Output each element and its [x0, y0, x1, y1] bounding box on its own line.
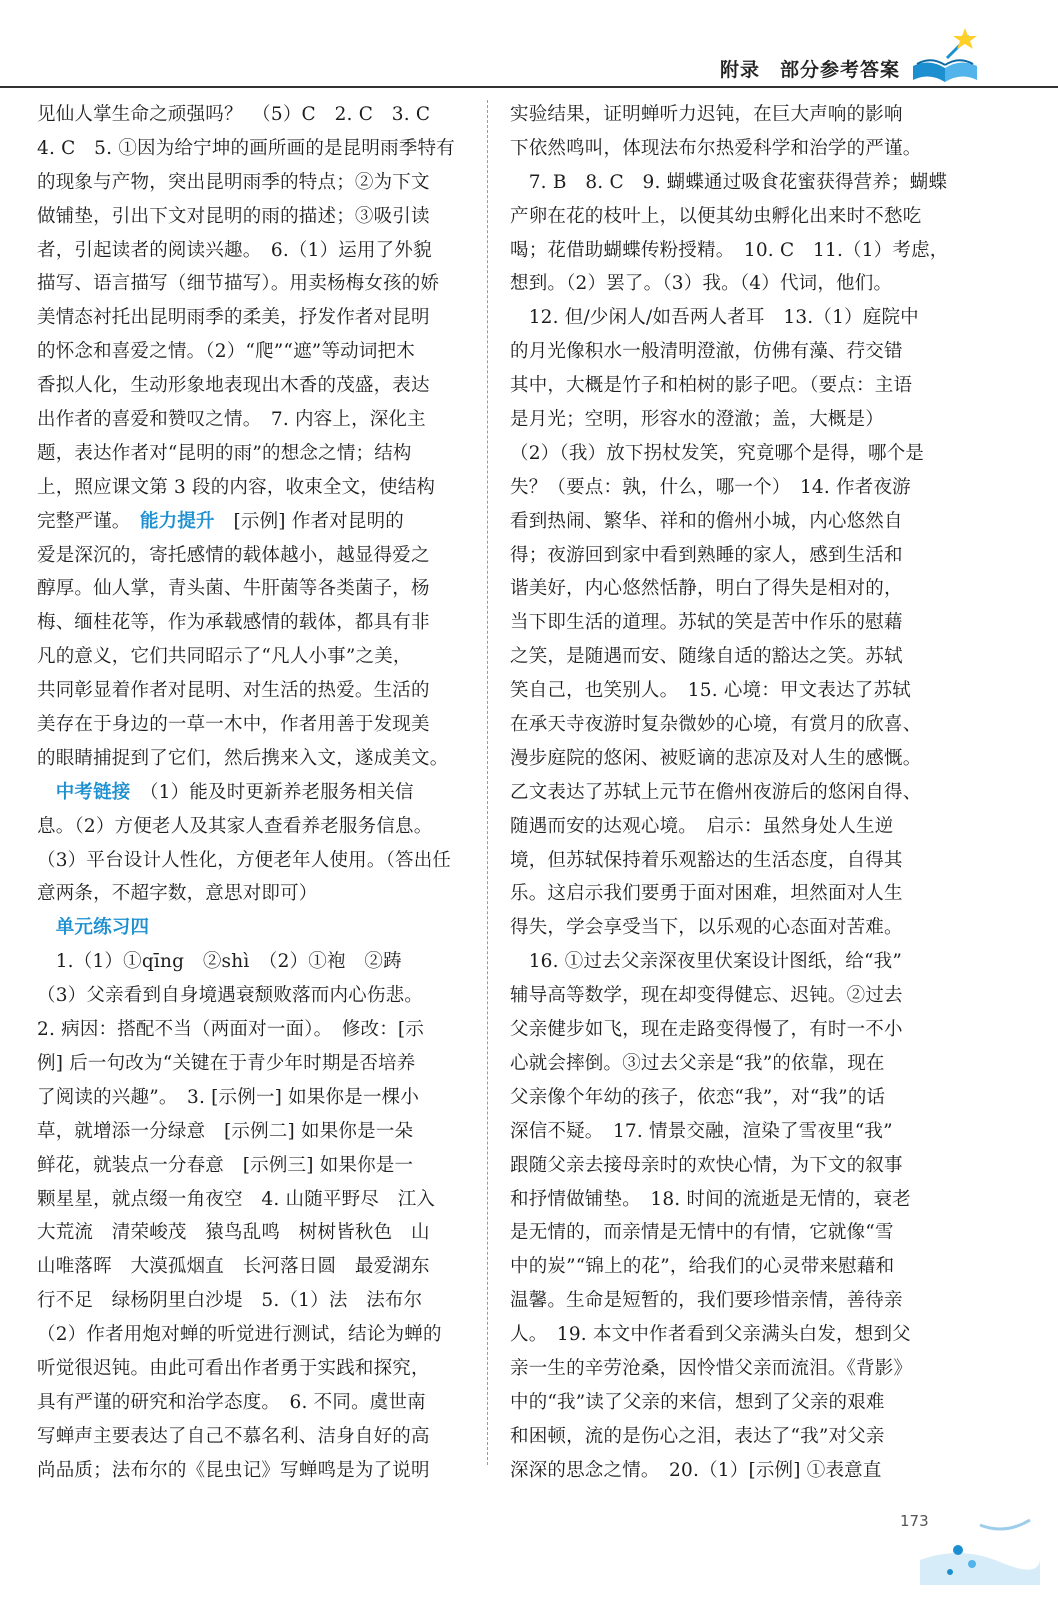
line-text: （1）能及时更新养老服务相关信 [130, 781, 414, 803]
corner-decoration-icon [920, 1490, 1040, 1585]
text-line: 是月光；空明，形容水的澄澈；盖，大概是） [510, 409, 885, 431]
text-line: 心就会摔倒。③过去父亲是“我”的依靠，现在 [510, 1052, 885, 1074]
page-number: 173 [900, 1512, 929, 1530]
text-line: 例] 后一句改为“关键在于青少年时期是否培养 [37, 1052, 416, 1074]
text-line: （2）作者用炮对蝉的听觉进行测试，结论为蝉的 [37, 1324, 442, 1346]
open-book-icon [907, 22, 985, 86]
text-line: 产卵在花的枝叶上，以便其幼虫孵化出来时不愁吃 [510, 205, 922, 227]
line-text: 完整严谨。 [37, 510, 140, 532]
text-line: 辅导高等数学，现在却变得健忘、迟钝。②过去 [510, 985, 903, 1007]
text-line: 在承天寺夜游时复杂微妙的心境，有赏月的欣喜、 [510, 714, 922, 736]
text-line: 父亲像个年幼的孩子，依恋“我”，对“我”的话 [510, 1086, 886, 1108]
text-line: 失？（要点：孰，什么，哪一个） 14. 作者夜游 [510, 476, 911, 498]
header-title: 附录 部分参考答案 [720, 59, 901, 81]
text-line: 其中，大概是竹子和柏树的影子吧。（要点：主语 [510, 375, 913, 397]
text-line: 上，照应课文第 3 段的内容，收束全文，使结构 [37, 476, 436, 498]
text-line: 香拟人化，生动形象地表现出木香的茂盛，表达 [37, 375, 430, 397]
text-line: 草，就增添一分绿意 [示例二] 如果你是一朵 [37, 1120, 414, 1142]
text-line: 实验结果，证明蝉听力迟钝，在巨大声响的影响 [510, 104, 903, 125]
text-line: 是无情的，而亲情是无情中的有情，它就像“雪 [510, 1222, 894, 1244]
text-line [37, 911, 467, 945]
text-line: 出作者的喜爱和赞叹之情。 7. 内容上，深化主 [37, 409, 426, 431]
line-text [37, 782, 56, 803]
text-line: 16. ①过去父亲深夜里伏案设计图纸，给“我” [510, 951, 903, 973]
text-line: 的怀念和喜爱之情。（2）“爬”“遮”等动词把木 [37, 341, 415, 363]
text-line: 题，表达作者对“昆明的雨”的想念之情；结构 [37, 442, 412, 464]
text-line: 笑自己，也笑别人。 15. 心境：甲文表达了苏轼 [510, 680, 911, 702]
text-line: 深深的思念之情。 20.（1）[示例] ①表意直 [510, 1459, 882, 1481]
text-line: 美存在于身边的一草一木中，作者用善于发现美 [37, 714, 430, 736]
text-line: 深信不疑。 17. 情景交融，渲染了雪夜里“我” [510, 1120, 893, 1142]
text-line: 乙文表达了苏轼上元节在儋州夜游后的悠闲自得、 [510, 781, 922, 803]
text-line: 下依然鸣叫，体现法布尔热爱科学和治学的严谨。 [510, 137, 922, 159]
text-line: 中的炭”“锦上的花”，给我们的心灵带来慰藉和 [510, 1256, 895, 1278]
text-line: 漫步庭院的悠闲、被贬谪的悲凉及对人生的感慨。 [510, 747, 922, 769]
text-line: 爱是深沉的，寄托感情的载体越小，越显得爱之 [37, 544, 430, 566]
text-line: 共同彰显着作者对昆明、对生活的热爱。生活的 [37, 680, 430, 702]
right-column [510, 98, 949, 1488]
text-line [37, 505, 467, 539]
text-line: 父亲健步如飞，现在走路变得慢了，有时一不小 [510, 1019, 903, 1041]
text-line: 当下即生活的道理。苏轼的笑是苦中作乐的慰藉 [510, 612, 903, 634]
text-line: 境，但苏轼保持着乐观豁达的生活态度，自得其 [510, 849, 903, 871]
text-line: （2）（我）放下拐杖发笑，究竟哪个是得，哪个是 [510, 442, 925, 464]
text-line: 山唯落晖 大漠孤烟直 长河落日圆 最爱湖东 [37, 1256, 430, 1278]
text-line: 看到热闹、繁华、祥和的儋州小城，内心悠然自 [510, 510, 903, 532]
text-line: 者，引起读者的阅读兴趣。 6.（1）运用了外貌 [37, 239, 432, 261]
text-line: 息。（2）方便老人及其家人查看养老服务信息。 [37, 815, 433, 837]
text-line: （3）平台设计人性化，方便老年人使用。（答出任 [37, 849, 452, 871]
column-divider [487, 100, 488, 1465]
text-line: 随遇而安的达观心境。 启示：虽然身处人生逆 [510, 815, 894, 837]
text-line: 和抒情做铺垫。 18. 时间的流逝是无情的，衰老 [510, 1188, 911, 1210]
text-line: 乐。这启示我们要勇于面对困难，坦然面对人生 [510, 883, 903, 905]
text-line: 听觉很迟钝。由此可看出作者勇于实践和探究， [37, 1357, 430, 1379]
text-line: 想到。（2）罢了。（3）我。（4）代词，他们。 [510, 273, 893, 295]
text-line: 梅、缅桂花等，作为承载感情的载体，都具有非 [37, 612, 430, 634]
text-line: 凡的意义，它们共同昭示了“凡人小事”之美， [37, 646, 412, 668]
header-rule [0, 86, 1058, 88]
text-line: 得；夜游回到家中看到熟睡的家人，感到生活和 [510, 544, 903, 566]
left-column [37, 98, 467, 1488]
text-line: 的眼睛捕捉到了它们，然后携来入文，遂成美文。 [37, 747, 449, 769]
text-line: 描写、语言描写（细节描写）。用卖杨梅女孩的娇 [37, 273, 440, 295]
text-line: 2. 病因：搭配不当（两面对一面）。 修改：[示 [37, 1019, 425, 1041]
text-line: 醇厚。仙人掌，青头菌、牛肝菌等各类菌子，杨 [37, 578, 430, 600]
text-line: 美情态衬托出昆明雨季的柔美，抒发作者对昆明 [37, 307, 430, 329]
text-line [37, 776, 467, 810]
text-line: 喝；花借助蝴蝶传粉授精。 10. C 11.（1）考虑， [510, 239, 949, 261]
text-line: 意两条，不超字数，意思对即可） [37, 883, 318, 905]
text-line: 得失，学会享受当下，以乐观的心态面对苦难。 [510, 917, 903, 939]
text-line: 亲一生的辛劳沧桑，因怜惜父亲而流泪。《背影》 [510, 1357, 913, 1379]
section-heading-unit-practice: 单元练习四 [55, 917, 150, 939]
text-line: 见仙人掌生命之顽强吗？ （5）C 2. C 3. C [37, 104, 431, 125]
line-text [37, 917, 56, 938]
text-line: 之笑，是随遇而安、随缘自适的豁达之笑。苏轼 [510, 646, 903, 668]
text-line: 和困顿，流的是伤心之泪，表达了“我”对父亲 [510, 1425, 885, 1447]
text-line: 具有严谨的研究和治学态度。 6. 不同。虞世南 [37, 1391, 426, 1413]
section-heading-exam-link: 中考链接 [55, 781, 131, 803]
text-line: 1.（1）①qīng ②shì （2）①袍 ②踌 [37, 951, 402, 973]
text-line: （3）父亲看到自身境遇衰颓败落而内心伤悲。 [37, 985, 423, 1007]
text-line: 7. B 8. C 9. 蝴蝶通过吸食花蜜获得营养；蝴蝶 [510, 171, 948, 193]
section-heading-ability: 能力提升 [139, 510, 215, 532]
line-text: [示例] 作者对昆明的 [214, 510, 404, 532]
text-line: 写蝉声主要表达了自己不慕名利、洁身自好的高 [37, 1425, 430, 1447]
text-line: 谐美好，内心悠然恬静，明白了得失是相对的， [510, 578, 903, 600]
text-line: 尚品质；法布尔的《昆虫记》写蝉鸣是为了说明 [37, 1459, 430, 1481]
text-line: 人。 19. 本文中作者看到父亲满头白发，想到父 [510, 1324, 911, 1346]
text-line: 4. C 5. ①因为给宁坤的画所画的是昆明雨季特有 [37, 137, 455, 159]
text-line: 了阅读的兴趣”。 3. [示例一] 如果你是一棵小 [37, 1086, 420, 1108]
text-line: 做铺垫，引出下文对昆明的雨的描述；③吸引读 [37, 205, 430, 227]
page-header [0, 0, 1058, 90]
text-line: 的现象与产物，突出昆明雨季的特点；②为下文 [37, 171, 430, 193]
text-line: 12. 但/少闲人/如吾两人者耳 13.（1）庭院中 [510, 307, 919, 329]
text-line: 跟随父亲去接母亲时的欢快心情，为下文的叙事 [510, 1154, 903, 1176]
text-line: 大荒流 清荣峻茂 猿鸟乱鸣 树树皆秋色 山 [37, 1222, 430, 1244]
text-line: 温馨。生命是短暂的，我们要珍惜亲情，善待亲 [510, 1290, 903, 1312]
text-line: 行不足 绿杨阴里白沙堤 5.（1）法 法布尔 [37, 1290, 423, 1312]
text-line: 鲜花，就装点一分春意 [示例三] 如果你是一 [37, 1154, 414, 1176]
text-line: 的月光像积水一般清明澄澈，仿佛有藻、荇交错 [510, 341, 903, 363]
text-line: 颗星星，就点缀一角夜空 4. 山随平野尽 江入 [37, 1188, 436, 1210]
text-line: 中的“我”读了父亲的来信，想到了父亲的艰难 [510, 1391, 885, 1413]
